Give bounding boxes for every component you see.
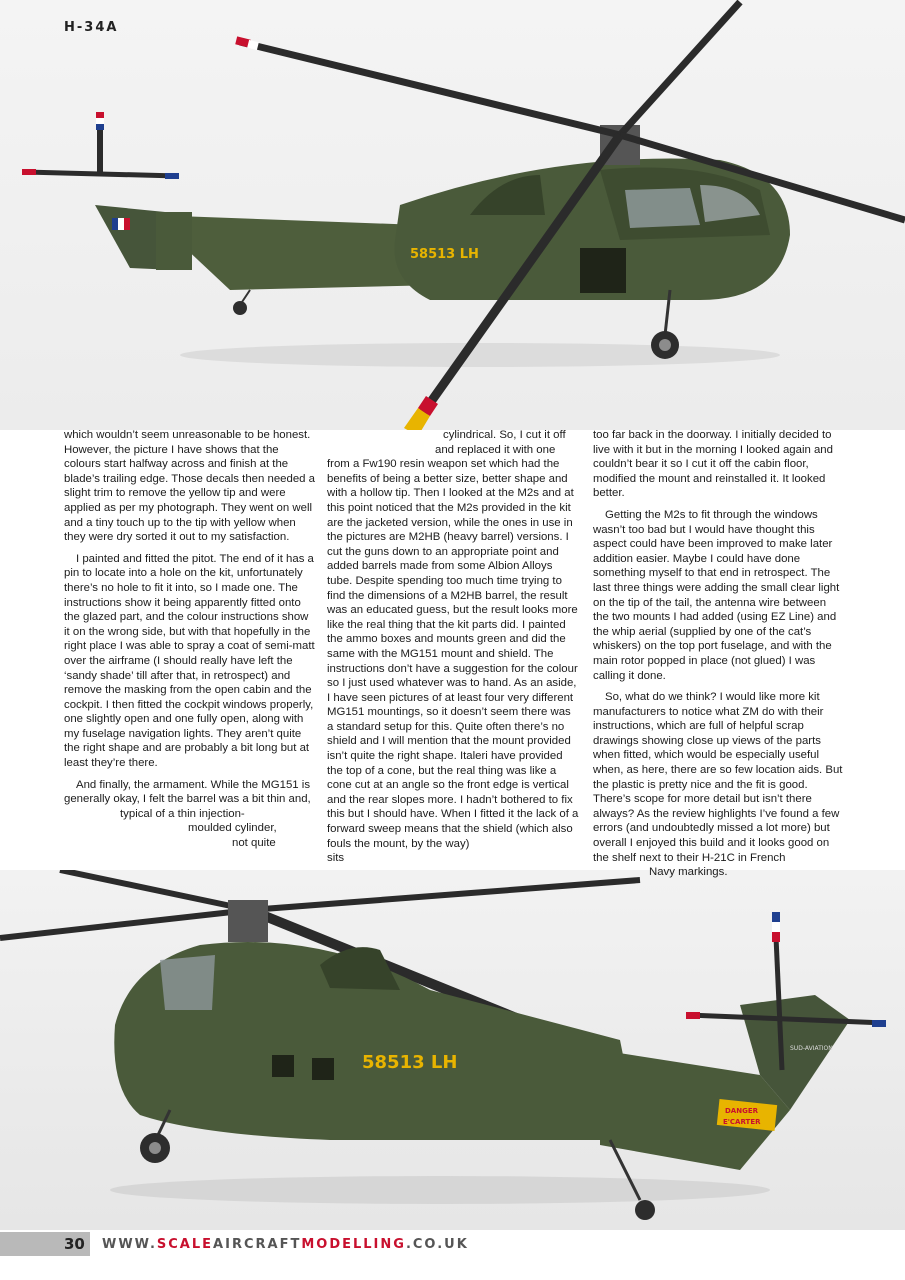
paragraph: which wouldn’t seem unreasonable to be honest. However, the picture I have shows that the colours start halfway across and finish at the blade’s trailing edge. Those decals then needed a slight trim to remove the yellow tip and were applied as per my photograph. They went on well and a tiny touch up to the tip with yellow when they were dry sorted it out to my satisfaction. <box>64 429 315 544</box>
url-prefix: WWW. <box>102 1237 157 1252</box>
roundel-blue <box>112 218 118 230</box>
tail-stencil-bottom: E'CARTER <box>723 1118 761 1126</box>
wrap-line: typical of a thin injection- <box>120 807 245 820</box>
url-modelling: MODELLING <box>301 1237 406 1252</box>
wrap-line: Navy markings. <box>649 866 728 879</box>
top-helicopter-illustration <box>0 0 905 430</box>
bottom-helicopter-photo <box>0 870 905 1230</box>
article-column-1 <box>64 428 316 851</box>
tail-text: SUD-AVIATION <box>790 1045 833 1052</box>
top-helicopter-photo <box>0 0 905 430</box>
wrap-line: and replaced it with one <box>435 443 556 456</box>
url-aircraft: AIRCRAFT <box>213 1237 302 1252</box>
page-header-label: H-34A <box>64 20 119 35</box>
fuselage-code-top: 58513 LH <box>410 247 479 262</box>
tail-stencil-top: DANGER <box>725 1107 759 1115</box>
page-number: 30 <box>64 1235 85 1253</box>
wrap-line: cylindrical. So, I cut it off <box>443 429 566 441</box>
page-footer <box>0 1232 905 1256</box>
url-suffix: .CO.UK <box>405 1237 469 1252</box>
website-url[interactable] <box>102 1237 469 1252</box>
paragraph: I painted and fitted the pitot. The end of it has a pin to locate into a hole on the kit, unfortunately there’s no hole to fit it into, so I made one. The instructions show it being apparently fitted onto the glazed part, and the colour instructions show it on the wrong side, but with that hopefully in the right place I was able to spray a coat of semi-matt over the airframe (I should really have left the ‘sandy shade’ till after that, in retrospect) and remove the masking from the open cabin and the cockpit. I then fitted the cockpit windows properly, one slightly open and one fully open, along with my fuselage navigation lights. They aren’t quite the right shape and are probably a bit long but at least they’re there. <box>64 552 315 770</box>
bottom-helicopter-illustration <box>0 870 905 1230</box>
paragraph: So, what do we think? I would like more kit manufacturers to notice what ZM do with their instructions, which are full of helpful scrap drawings showing close up views of the parts when fitted, which would be especially useful when, as here, there are so few location aids. But the plastic is pretty nice and the fit is good. There’s scope for more detail but isn’t there always? As the review highlights I’ve found a few errors (and undoubtedly missed a lot more) but overall I enjoyed this build and it looks good on the shelf next to their H-21C in French <box>593 691 843 864</box>
url-scale: SCALE <box>156 1237 214 1252</box>
paragraph: too far back in the doorway. I initially decided to live with it but in the morning I looked again and couldn’t bear it so I cut it off the cabin floor, modified the mount and reinstalled it. It looked better. <box>593 429 833 500</box>
paragraph <box>64 778 316 851</box>
paragraph: from a Fw190 resin weapon set which had the benefits of being a better size, better shape and with a hollow tip. Then I looked at the M2s and at this point noticed that the M2s provided in the kit are the jacketed version, while the ones in use in the pictures are M2HB (heavy barrel) versions. I cut the guns down to an appropriate point and added barrels made from some Albion Alloys tube. Despite spending too much time trying to find the dimensions of a M2HB barrel, the result was an educated guess, but the result looks more like the real thing that the kit parts did. I painted the ammo boxes and mounts green and did the same with the MG151 mount and shield. The instructions don’t have a suggestion for the colour so I just used whatever was to hand. As an aside, I have seen pictures of at least four very different MG151 mountings, so it doesn’t seem there was a standard setup for this. Quite often there’s no shield and I will mention that the mount provided isn’t quite the right shape. Italeri have provided the top of a cone, but the real thing was like a cone cut at an angle so the front edge is vertical and the rear slopes more. I hadn’t bothered to fix this but I should have. When I fitted it the lack of a forward sweep means that the shield (which also fouls the mount, by the way) <box>327 458 579 850</box>
wrap-line: not quite <box>232 837 276 850</box>
article-column-2 <box>327 428 579 866</box>
paragraph-text: And finally, the armament. While the MG151 is generally okay, I felt the barrel was a bit thin and, <box>64 778 311 806</box>
wrap-line: sits <box>327 852 345 865</box>
article-column-3 <box>593 428 843 880</box>
paragraph: Getting the M2s to fit through the windows wasn’t too bad but I would have thought this aspect could have been improved to make later addition easier. Maybe I could have done something myself to that end in retrospect. The last three things were adding the small clear light on the tip of the tail, the antenna wire between the two mounts I had added (using EZ Line) and the whip aerial (supplied by one of the cat’s whiskers) on the top port fuselage, and with the main rotor popped in place (not glued) I was calling it done. <box>593 508 840 682</box>
wrap-line: moulded cylinder, <box>188 822 277 835</box>
fuselage-code-bottom: 58513 LH <box>362 1052 458 1073</box>
